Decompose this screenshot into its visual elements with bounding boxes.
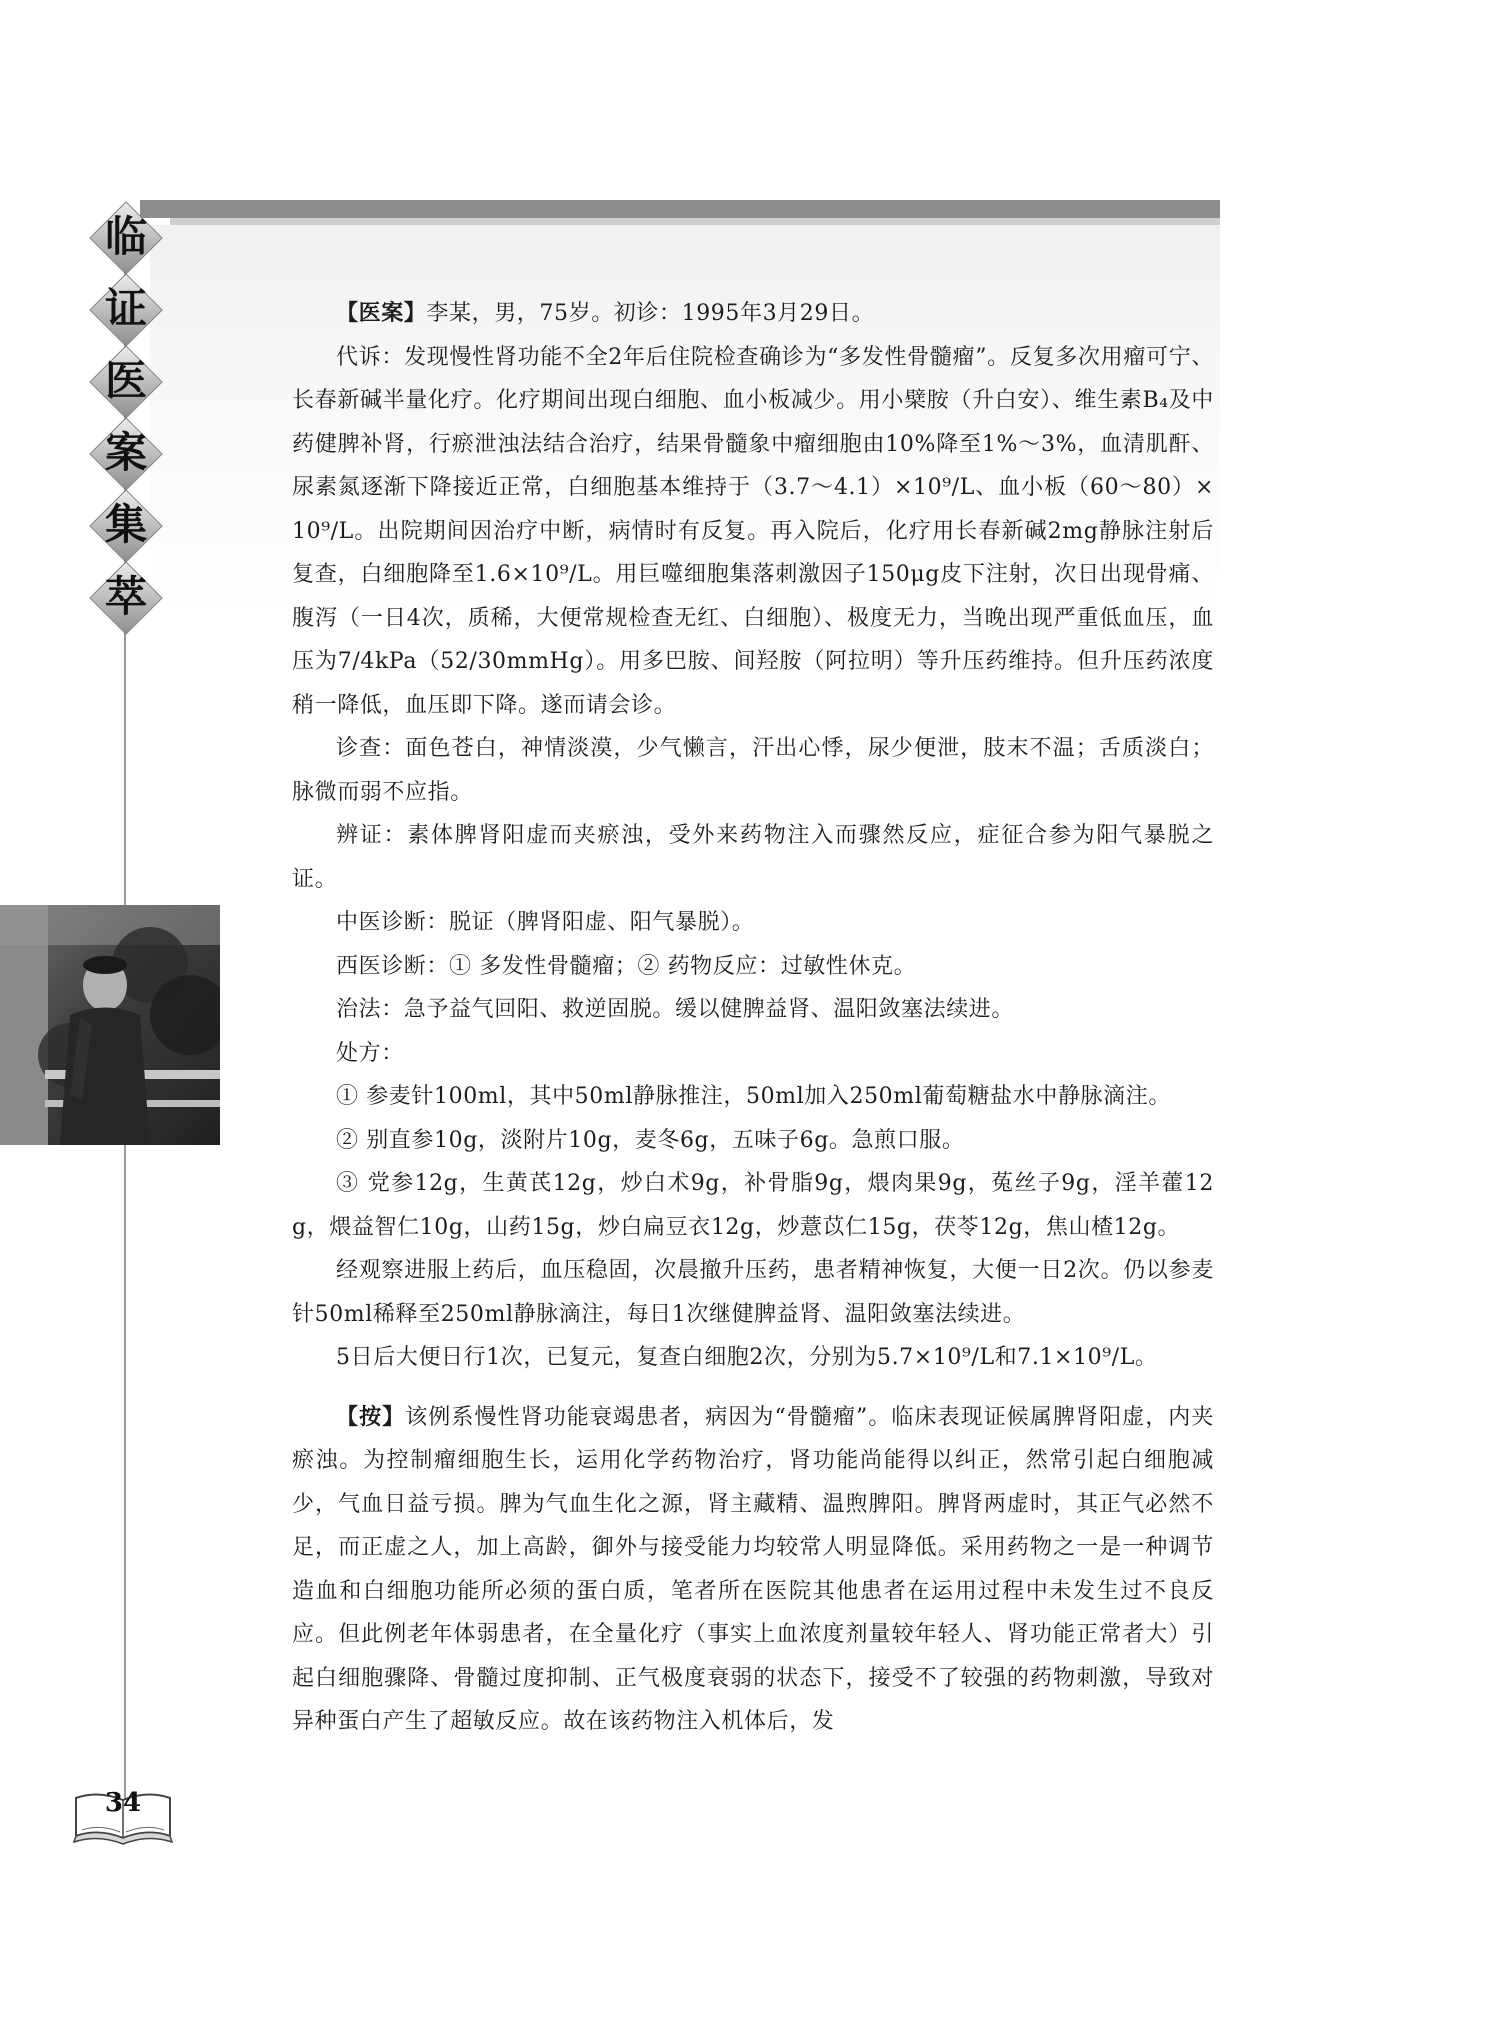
case-header — [292, 292, 1214, 336]
title-diamond — [86, 492, 166, 564]
paragraph-text: 处方： — [336, 1040, 404, 1066]
paragraph-text: 经观察进服上药后，血压稳固，次晨撤升压药，患者精神恢复，大便一日2次。仍以参麦针50ml稀释至250ml静脉滴注，每日1次继健脾益肾、温阳敛塞法续进。 — [292, 1258, 1214, 1327]
title-char: 案 — [104, 428, 147, 477]
title-char: 集 — [104, 500, 147, 549]
portrait-image — [0, 905, 220, 1145]
paragraph-text: 辨证：素体脾肾阳虚而夹瘀浊，受外来药物注入而骤然反应，症征合参为阳气暴脱之证。 — [292, 823, 1214, 892]
title-diamond — [86, 276, 166, 348]
paragraph-text: 西医诊断：① 多发性骨髓瘤；② 药物反应：过敏性休克。 — [336, 953, 917, 979]
page-number-badge — [68, 1778, 178, 1848]
case-paragraph — [292, 901, 1214, 945]
commentary-paragraph — [292, 1396, 1214, 1744]
portrait-photo — [0, 905, 220, 1145]
page-number: 34 — [104, 1788, 142, 1818]
commentary-text: 该例系慢性肾功能衰竭患者，病因为“骨髓瘤”。临床表现证候属脾肾阳虚，内夹瘀浊。为控制瘤细胞生长，运用化学药物治疗，肾功能尚能得以纠正，然常引起白细胞减少，气血日益亏损。脾为气血生化之源，肾主藏精、温煦脾阳。脾肾两虚时，其正气必然不足，而正虚之人，加上高龄，御外与接受能力均较常人明显降低。采用药物之一是一种调节造血和白细胞功能所必须的蛋白质，笔者所在医院其他患者在运用过程中未发生过不良反应。但此例老年体弱患者，在全量化疗（事实上血浓度剂量较年轻人、肾功能正常者大）引起白细胞骤降、骨髓过度抑制、正气极度衰弱的状态下，接受不了较强的药物刺激，导致对异种蛋白产生了超敏反应。故在该药物注入机体后，发 — [292, 1404, 1214, 1734]
commentary-tag: 【按】 — [336, 1404, 406, 1430]
case-paragraph — [292, 1249, 1214, 1336]
paragraph-text: 5日后大便日行1次，已复元，复查白细胞2次，分别为5.7×10⁹/L和7.1×10⁹/L。 — [336, 1345, 1158, 1370]
paragraph-text: ① 参麦针100ml，其中50ml静脉推注，50ml加入250ml葡萄糖盐水中静脉滴注。 — [336, 1084, 1171, 1109]
header-rule — [140, 200, 1220, 218]
book-title-vertical — [86, 204, 166, 636]
article-body — [292, 292, 1214, 1744]
case-paragraph — [292, 988, 1214, 1032]
paragraph-text: 中医诊断：脱证（脾肾阳虚、阳气暴脱）。 — [336, 910, 755, 935]
paragraph-text: 代诉：发现慢性肾功能不全2年后住院检查确诊为“多发性骨髓瘤”。反复多次用瘤可宁、长春新碱半量化疗。化疗期间出现白细胞、血小板减少。用小檗胺（升白安）、维生素B₄及中药健脾补肾，行瘀泄浊法结合治疗，结果骨髓象中瘤细胞由10%降至1%～3%，血清肌酐、尿素氮逐渐下降接近正常，白细胞基本维持于（3.7～4.1）×10⁹/L、血小板（60～80）×10⁹/L。出院期间因治疗中断，病情时有反复。再入院后，化疗用长春新碱2mg静脉注射后复查，白细胞降至1.6×10⁹/L。用巨噬细胞集落刺激因子150μg皮下注射，次日出现骨痛、腹泻（一日4次，质稀，大便常规检查无红、白细胞）、极度无力，当晚出现严重低血压，血压为7/4kPa（52/30mmHg）。用多巴胺、间羟胺（阿拉明）等升压药维持。但升压药浓度稍一降低，血压即下降。遂而请会诊。 — [292, 344, 1214, 718]
case-paragraph — [292, 1162, 1214, 1249]
title-char: 医 — [104, 356, 147, 405]
case-paragraph — [292, 1032, 1214, 1076]
title-char: 萃 — [104, 572, 147, 621]
title-diamond — [86, 204, 166, 276]
case-paragraph — [292, 1119, 1214, 1163]
section-gap — [292, 1380, 1214, 1396]
paragraph-text: 李某，男，75岁。初诊：1995年3月29日。 — [426, 301, 875, 326]
case-paragraph — [292, 1075, 1214, 1119]
title-diamond — [86, 564, 166, 636]
paragraph-text: 诊查：面色苍白，神情淡漠，少气懒言，汗出心悸，尿少便泄，肢末不温；舌质淡白；脉微而弱不应指。 — [292, 736, 1214, 805]
case-paragraph — [292, 814, 1214, 901]
title-char: 证 — [104, 284, 147, 333]
title-char: 临 — [104, 212, 147, 261]
title-diamond — [86, 348, 166, 420]
section-tag: 【医案】 — [336, 301, 427, 326]
paragraph-text: ② 别直参10g，淡附片10g，麦冬6g，五味子6g。急煎口服。 — [336, 1127, 965, 1153]
case-paragraph — [292, 1336, 1214, 1380]
case-paragraph — [292, 945, 1214, 989]
paragraph-text: 治法：急予益气回阳、救逆固脱。缓以健脾益肾、温阳敛塞法续进。 — [336, 997, 1015, 1022]
header-rule-secondary — [170, 218, 1220, 225]
case-paragraph — [292, 336, 1214, 728]
title-diamond — [86, 420, 166, 492]
case-paragraph — [292, 727, 1214, 814]
paragraph-text: ③ 党参12g，生黄芪12g，炒白术9g，补骨脂9g，煨肉果9g，菟丝子9g，淫羊藿12g，煨益智仁10g，山药15g，炒白扁豆衣12g，炒薏苡仁15g，茯苓12g，焦山楂12g。 — [292, 1171, 1214, 1240]
